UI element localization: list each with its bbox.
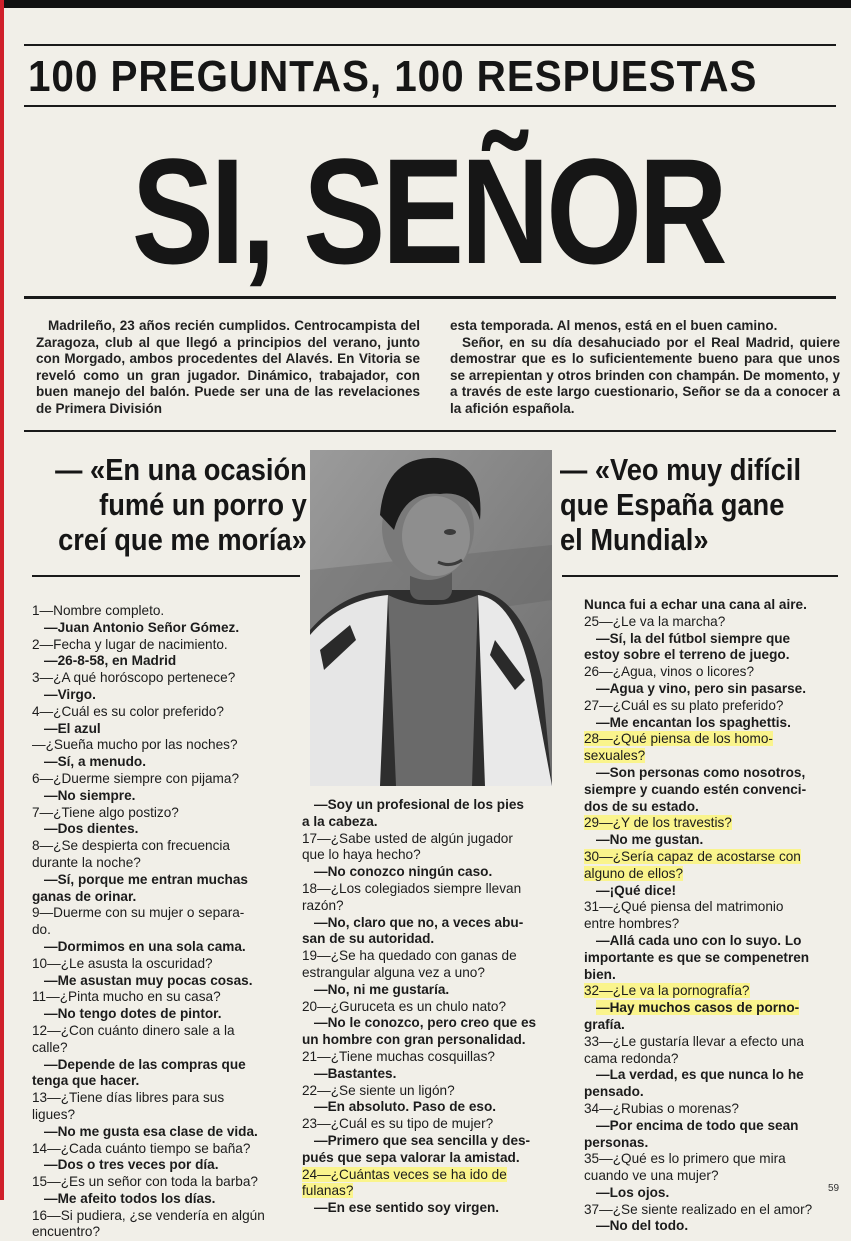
answer-line: —No del todo.	[596, 1218, 689, 1234]
question-line	[302, 1167, 552, 1184]
answer-line: —Son personas como nosotros,	[596, 764, 806, 780]
answer-line: siempre y cuando estén convenci-	[584, 781, 807, 797]
pull-quote-left-line: — «En una ocasión	[55, 452, 307, 487]
answer-line: —Bastantes.	[314, 1065, 397, 1081]
answer-line: —Primero que sea sencilla y des-	[314, 1132, 531, 1148]
question-line	[584, 849, 840, 866]
answer-line: —Sí, a menudo.	[44, 754, 146, 770]
highlighted-text: 32—¿Le va la pornografía?	[584, 983, 750, 999]
answer-line: —La verdad, es que nunca lo he	[596, 1067, 804, 1083]
answer-line: —Me afeito todos los días.	[44, 1190, 216, 1206]
question-line	[584, 748, 840, 765]
question-line: 16—Si pudiera, ¿se vendería en algún	[32, 1207, 265, 1223]
highlighted-text: 30—¿Sería capaz de acostarse con	[584, 848, 801, 864]
answer-line: pués que sepa valorar la amistad.	[302, 1149, 520, 1165]
question-line	[584, 815, 840, 832]
question-line: entre hombres?	[584, 916, 680, 932]
main-title: SI, SEÑOR	[131, 127, 725, 295]
pull-quote-right-line: que España gane	[560, 487, 785, 522]
highlighted-text: 28—¿Qué piensa de los homo-	[584, 731, 773, 747]
question-line: durante la noche?	[32, 854, 141, 870]
answer-line: Nunca fui a echar una cana al aire.	[584, 597, 807, 612]
question-line: 33—¿Le gustaría llevar a efecto una	[584, 1033, 804, 1049]
question-line: calle?	[32, 1039, 68, 1055]
question-line: 31—¿Qué piensa del matrimonio	[584, 899, 784, 915]
answer-line: un hombre con gran personalidad.	[302, 1032, 526, 1048]
answer-line: —Allá cada uno con lo suyo. Lo	[596, 932, 802, 948]
question-line: 18—¿Los colegiados siempre llevan	[302, 880, 522, 896]
highlighted-text: alguno de ellos?	[584, 865, 684, 881]
question-line: 15—¿Es un señor con toda la barba?	[32, 1174, 258, 1190]
highlighted-text: —Hay muchos casos de porno-	[596, 1000, 800, 1016]
answer-line: —Me encantan los spaghettis.	[596, 714, 791, 730]
answer-line: personas.	[584, 1134, 649, 1150]
question-line: razón?	[302, 897, 344, 913]
answer-line: estoy sobre el terreno de juego.	[584, 647, 790, 663]
pull-quote-left-rule	[32, 575, 300, 577]
answer-line: tenga que hacer.	[32, 1073, 140, 1089]
question-line: 26—¿Agua, vinos o licores?	[584, 664, 755, 680]
highlighted-text: 24—¿Cuántas veces se ha ido de	[302, 1166, 507, 1182]
question-line: 6—¿Duerme siempre con pijama?	[32, 770, 240, 786]
interview-column-right	[584, 597, 840, 1235]
question-line: —¿Sueña mucho por las noches?	[32, 737, 238, 753]
pull-quote-right-line: — «Veo muy difícil	[560, 452, 802, 487]
answer-line: ganas de orinar.	[32, 888, 137, 904]
answer-line: —Por encima de todo que sean	[596, 1117, 799, 1133]
answer-line: —¡Qué dice!	[596, 882, 677, 898]
question-line: ligues?	[32, 1106, 76, 1122]
question-line: 27—¿Cuál es su plato preferido?	[584, 697, 784, 713]
pull-quote-right-line: el Mundial»	[560, 522, 709, 557]
answer-line: —Virgo.	[44, 686, 96, 702]
question-line: 11—¿Pinta mucho en su casa?	[32, 989, 221, 1005]
question-line: 25—¿Le va la marcha?	[584, 613, 726, 629]
answer-line	[584, 1000, 840, 1017]
header-top-rule	[24, 44, 836, 46]
question-line: 34—¿Rubias o morenas?	[584, 1100, 739, 1116]
question-line: do.	[32, 922, 51, 938]
question-line: 20—¿Guruceta es un chulo nato?	[302, 998, 507, 1014]
section-rule	[24, 430, 836, 432]
question-line: 35—¿Qué es lo primero que mira	[584, 1151, 786, 1167]
question-line: 8—¿Se despierta con frecuencia	[32, 838, 230, 854]
answer-line: —Depende de las compras que	[44, 1056, 246, 1072]
question-line: 22—¿Se siente un ligón?	[302, 1082, 455, 1098]
question-line: 1—Nombre completo.	[32, 603, 165, 618]
question-line: cama redonda?	[584, 1050, 679, 1066]
answer-line: —No, ni me gustaría.	[314, 981, 450, 997]
question-line: estrangular alguna vez a uno?	[302, 964, 485, 980]
question-line: 4—¿Cuál es su color preferido?	[32, 703, 224, 719]
answer-line: —Soy un profesional de los pies	[314, 797, 524, 812]
answer-line: —Dos o tres veces por día.	[44, 1157, 219, 1173]
pull-quote-left-line: creí que me moría»	[58, 522, 307, 557]
question-line: cuando ve una mujer?	[584, 1168, 719, 1184]
header-title: 100 PREGUNTAS, 100 RESPUESTAS	[28, 52, 758, 101]
answer-line: —En absoluto. Paso de eso.	[314, 1099, 497, 1115]
answer-line: —Agua y vino, pero sin pasarse.	[596, 680, 807, 696]
question-line: 19—¿Se ha quedado con ganas de	[302, 948, 517, 964]
highlighted-text: sexuales?	[584, 748, 646, 764]
top-border	[0, 0, 851, 8]
player-photo	[310, 450, 552, 786]
pull-quote-left-line: fumé un porro y	[99, 487, 307, 522]
question-line: 10—¿Le asusta la oscuridad?	[32, 955, 213, 971]
interview-column-middle	[302, 797, 552, 1217]
intro-left-column	[36, 318, 420, 417]
answer-line: grafía.	[584, 1016, 625, 1032]
answer-line: —Sí, porque me entran muchas	[44, 871, 248, 887]
answer-line: —En ese sentido soy virgen.	[314, 1200, 500, 1216]
answer-line: san de su autoridad.	[302, 931, 435, 947]
question-line: 2—Fecha y lugar de nacimiento.	[32, 636, 228, 652]
question-line: 14—¿Cada cuánto tiempo se baña?	[32, 1140, 251, 1156]
question-line: 21—¿Tiene muchas cosquillas?	[302, 1048, 495, 1064]
intro-right-column	[450, 318, 840, 417]
intro-left-text: Madrileño, 23 años recién cumplidos. Centrocampista del Zaragoza, club al que llegó a principios del verano, junto con Morgado, ambos procedentes del Alavés. En Vitoria se reveló como un gran jugador. Dinámico, trabajador, con buen manejo del balón. Puede ser una de las revelaciones de Primera División	[36, 318, 420, 416]
answer-line: a la cabeza.	[302, 813, 378, 829]
question-line	[302, 1183, 552, 1200]
answer-line: —No siempre.	[44, 787, 136, 803]
question-line: 23—¿Cuál es su tipo de mujer?	[302, 1116, 494, 1132]
question-line: 13—¿Tiene días libres para sus	[32, 1090, 225, 1106]
question-line: 12—¿Con cuánto dinero sale a la	[32, 1022, 235, 1038]
question-line: encuentro?	[32, 1224, 101, 1240]
answer-line: —No conozco ningún caso.	[314, 864, 493, 880]
intro-right-second: Señor, en su día desahuciado por el Real Madrid, quiere demostrar que es lo suficientemente bueno para que unos se arrepientan y otros brinden con champán. De momento, y a través de este largo cuestionario, Señor se da a conocer a la afición española.	[450, 334, 840, 416]
answer-line: pensado.	[584, 1084, 644, 1100]
answer-line: —No tengo dotes de pintor.	[44, 1006, 222, 1022]
answer-line: bien.	[584, 966, 616, 982]
question-line: 3—¿A qué horóscopo pertenece?	[32, 670, 236, 686]
answer-line: dos de su estado.	[584, 798, 699, 814]
question-line: 37—¿Se siente realizado en el amor?	[584, 1201, 813, 1217]
highlighted-text: fulanas?	[302, 1183, 354, 1199]
header-bottom-rule	[24, 105, 836, 107]
answer-line: —No, claro que no, a veces abu-	[314, 914, 524, 930]
intro-right-first: esta temporada. Al menos, está en el buen camino.	[450, 318, 778, 333]
answer-line: —Juan Antonio Señor Gómez.	[44, 619, 240, 635]
left-edge-strip	[0, 0, 4, 1200]
interview-column-left	[32, 603, 282, 1241]
pull-quote-left	[34, 452, 307, 557]
answer-line: —Los ojos.	[596, 1184, 670, 1200]
pull-quote-right-rule	[562, 575, 838, 577]
answer-line: —No me gusta esa clase de vida.	[44, 1123, 258, 1139]
answer-line: —Me asustan muy pocas cosas.	[44, 972, 253, 988]
page-number: 59	[828, 1183, 840, 1194]
answer-line: —Dos dientes.	[44, 821, 139, 837]
question-line	[584, 983, 840, 1000]
player-photo-illustration	[310, 450, 552, 786]
answer-line: —Dormimos en una sola cama.	[44, 938, 246, 954]
question-line: que lo haya hecho?	[302, 847, 421, 863]
question-line	[584, 866, 840, 883]
pull-quote-right	[560, 452, 850, 557]
answer-line: —No le conozco, pero creo que es	[314, 1015, 537, 1031]
question-line	[584, 731, 840, 748]
highlighted-text: 29—¿Y de los travestis?	[584, 815, 732, 831]
answer-line: —Sí, la del fútbol siempre que	[596, 630, 791, 646]
question-line: 9—Duerme con su mujer o separa-	[32, 905, 245, 921]
question-line: 17—¿Sabe usted de algún jugador	[302, 830, 513, 846]
answer-line: —El azul	[44, 720, 101, 736]
answer-line: —26-8-58, en Madrid	[44, 653, 177, 669]
question-line: 7—¿Tiene algo postizo?	[32, 804, 179, 820]
answer-line: importante es que se compenetren	[584, 949, 810, 965]
answer-line: —No me gustan.	[596, 832, 704, 848]
title-bottom-rule	[24, 296, 836, 299]
